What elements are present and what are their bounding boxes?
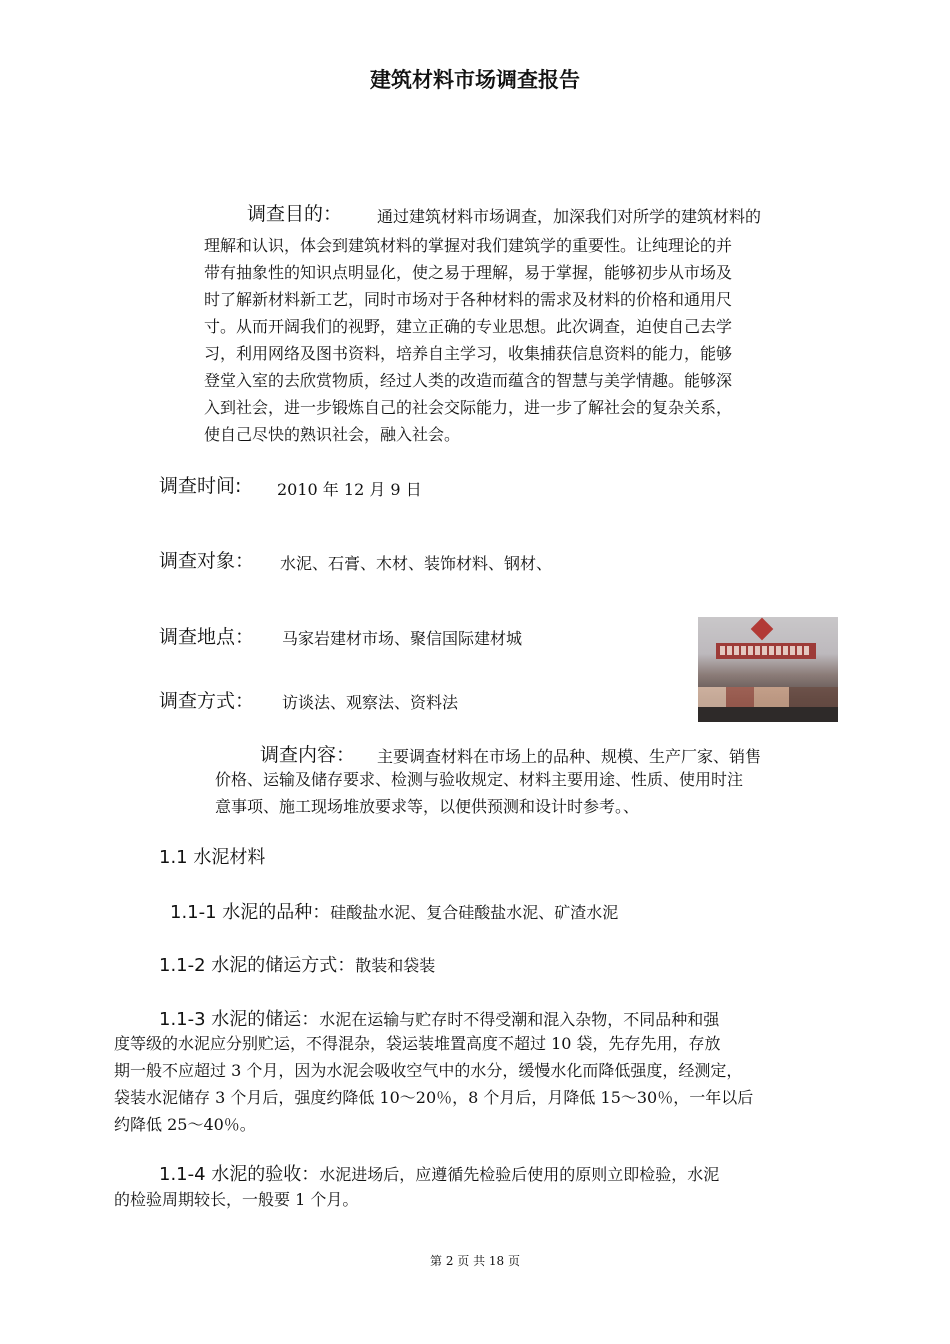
ground <box>698 707 838 722</box>
paragraph-line: 期一般不应超过 3 个月，因为水泥会吸收空气中的水分，缓慢水化而降低强度，经测定， <box>114 1061 743 1080</box>
subsection-1-1-3-paragraph <box>114 1030 844 1138</box>
location-label: 调查地点： <box>159 626 255 648</box>
purpose-line: 入到社会，进一步锻炼自己的社会交际能力，进一步了解社会的复杂关系， <box>204 398 733 417</box>
content-paragraph <box>215 766 845 820</box>
subsection-1-1-3 <box>159 1005 719 1031</box>
purpose-line: 习，利用网络及图书资料，培养自主学习，收集捕获信息资料的能力，能够 <box>204 344 733 363</box>
subsection-first-line: 水泥进场后，应遵循先检验后使用的原则立即检验，水泥 <box>319 1165 720 1184</box>
purpose-line: 理解和认识，体会到建筑材料的掌握对我们建筑学的重要性。让纯理论的并 <box>204 236 733 255</box>
subsection-1-1-1 <box>170 898 618 924</box>
subsection-heading: 1.1-4 水泥的验收： <box>159 1164 320 1185</box>
subsection-text: 硅酸盐水泥、复合硅酸盐水泥、矿渣水泥 <box>330 903 619 922</box>
purpose-line: 使自己尽快的熟识社会，融入社会。 <box>204 425 461 444</box>
section-number: 1.1 <box>159 847 188 868</box>
subsection-text: 散装和袋装 <box>355 956 436 975</box>
subsection-first-line: 水泥在运输与贮存时不得受潮和混入杂物，不同品种和强 <box>319 1010 720 1029</box>
building-logo-icon <box>751 618 774 641</box>
document-title: 建筑材料市场调查报告 <box>370 68 580 92</box>
storefront-lights <box>698 687 838 707</box>
time-value: 2010 年 12 月 9 日 <box>277 480 422 499</box>
purpose-paragraph <box>204 232 844 448</box>
paragraph-line: 度等级的水泥应分别贮运，不得混杂，袋运装堆置高度不超过 10 袋，先存先用，存放 <box>114 1034 721 1053</box>
object-value: 水泥、石膏、木材、装饰材料、钢材、 <box>280 554 553 573</box>
subsection-heading: 1.1-2 水泥的储运方式： <box>159 955 356 976</box>
building-sign <box>716 643 816 659</box>
purpose-line: 寸。从而开阔我们的视野，建立正确的专业思想。此次调查，迫使自己去学 <box>204 317 733 336</box>
purpose-first-line: 通过建筑材料市场调查，加深我们对所学的建筑材料的 <box>377 207 762 226</box>
subsection-1-1-2 <box>159 951 435 977</box>
purpose-label: 调查目的： <box>247 203 343 225</box>
section-title: 水泥材料 <box>193 847 266 868</box>
content-first-line: 主要调查材料在市场上的品种、规模、生产厂家、销售 <box>377 747 762 766</box>
subsection-1-1-4 <box>159 1160 719 1186</box>
content-line: 意事项、施工现场堆放要求等，以便供预测和设计时参考。、 <box>215 797 640 816</box>
paragraph-line: 袋装水泥储存 3 个月后，强度约降低 10～20％，8 个月后，月降低 15～30％，一年以后 <box>114 1088 754 1107</box>
object-label: 调查对象： <box>159 550 255 572</box>
purpose-line: 时了解新材料新工艺，同时市场对于各种材料的需求及材料的价格和通用尺 <box>204 290 733 309</box>
building-photo <box>698 617 838 722</box>
section-heading <box>159 843 265 869</box>
location-value: 马家岩建材市场、聚信国际建材城 <box>282 629 523 648</box>
subsection-heading: 1.1-1 水泥的品种： <box>170 902 331 923</box>
subsection-heading: 1.1-3 水泥的储运： <box>159 1009 320 1030</box>
purpose-line: 登堂入室的去欣赏物质，经过人类的改造而蕴含的智慧与美学情趣。能够深 <box>204 371 733 390</box>
purpose-line: 带有抽象性的知识点明显化，使之易于理解，易于掌握，能够初步从市场及 <box>204 263 733 282</box>
content-line: 价格、运输及储存要求、检测与验收规定、材料主要用途、性质、使用时注 <box>215 770 744 789</box>
method-label: 调查方式： <box>159 690 255 712</box>
time-label: 调查时间: <box>159 475 242 497</box>
paragraph-line: 约降低 25～40％。 <box>114 1115 256 1134</box>
method-value: 访谈法、观察法、资料法 <box>282 693 459 712</box>
content-label: 调查内容： <box>260 744 356 766</box>
page-footer: 第 2 页 共 18 页 <box>430 1254 520 1268</box>
paragraph-line: 的检验周期较长，一般要 1 个月。 <box>114 1190 359 1209</box>
subsection-1-1-4-paragraph <box>114 1186 844 1213</box>
